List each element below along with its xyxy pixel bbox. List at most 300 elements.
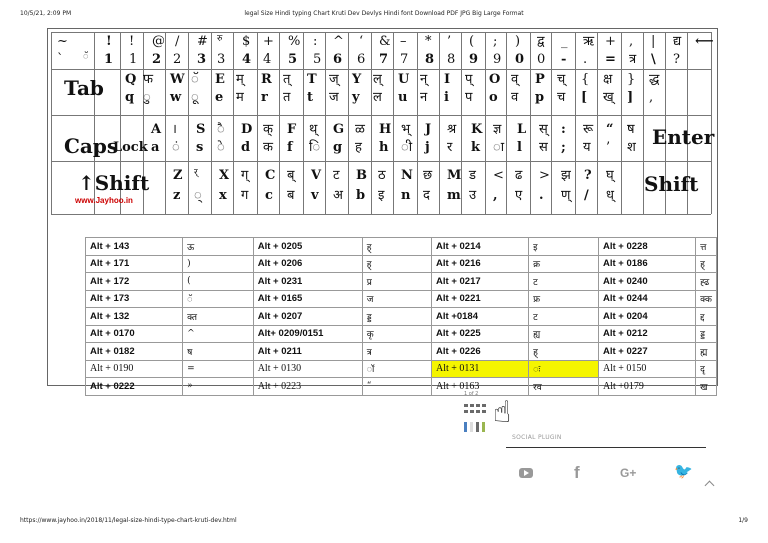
key-glyph: Shift bbox=[644, 172, 699, 196]
key-glyph: ै bbox=[217, 122, 225, 137]
key-glyph: m bbox=[447, 188, 461, 203]
alt-char: ड्ड bbox=[362, 308, 431, 326]
alt-char: ^ bbox=[183, 325, 254, 343]
key-glyph: ? bbox=[584, 168, 592, 183]
alt-char: ज bbox=[362, 290, 431, 308]
google-plus-icon[interactable]: G+ bbox=[620, 466, 637, 480]
key-divider bbox=[233, 32, 234, 214]
key-glyph: झ bbox=[561, 168, 571, 183]
print-url: https://www.jayhoo.in/2018/11/legal-size-hindi-type-chart-kruti-dev.html bbox=[20, 517, 237, 524]
key-glyph: H bbox=[379, 122, 392, 137]
alt-code: Alt + 0170 bbox=[86, 325, 183, 343]
alt-code: Alt + 0131 bbox=[432, 360, 529, 378]
alt-char: ह् bbox=[529, 343, 599, 361]
alt-char: ष bbox=[183, 343, 254, 361]
alt-code: Alt + 0228 bbox=[599, 238, 696, 256]
key-glyph: A bbox=[151, 122, 162, 137]
alt-code: Alt + 0150 bbox=[599, 360, 696, 378]
alt-char: ॉ bbox=[362, 360, 431, 378]
key-glyph: र् bbox=[194, 168, 198, 178]
key-glyph: / bbox=[584, 188, 589, 203]
key-glyph: ऋ bbox=[583, 34, 595, 49]
key-glyph: 8 bbox=[447, 52, 456, 67]
key-glyph: ` bbox=[57, 52, 64, 67]
key-glyph: ठ bbox=[378, 168, 386, 183]
key-glyph: ड bbox=[469, 168, 476, 183]
alt-code: Alt + 0212 bbox=[599, 325, 696, 343]
key-glyph: : bbox=[561, 122, 566, 137]
key-glyph: ग् bbox=[241, 168, 249, 183]
key-glyph: 8 bbox=[425, 52, 435, 67]
alt-code: Alt + 0205 bbox=[253, 238, 362, 256]
key-glyph: J bbox=[425, 122, 432, 137]
key-glyph: ] bbox=[627, 90, 634, 105]
key-glyph: ॅ bbox=[191, 72, 199, 87]
alt-char: फ्र bbox=[529, 290, 599, 308]
key-glyph: , bbox=[493, 188, 498, 203]
key-glyph: भ् bbox=[401, 122, 411, 137]
alt-char: ऊ bbox=[183, 238, 254, 256]
key-glyph: 4 bbox=[263, 52, 272, 67]
key-glyph: ट bbox=[333, 168, 340, 183]
alt-code: Alt +0184 bbox=[432, 308, 529, 326]
key-glyph: ं bbox=[172, 140, 180, 155]
key-glyph: प् bbox=[465, 72, 473, 87]
key-glyph: 9 bbox=[493, 52, 502, 67]
key-glyph: े bbox=[217, 140, 225, 155]
key-glyph: ↑Shift bbox=[78, 171, 150, 195]
key-glyph: श्र bbox=[447, 122, 457, 137]
key-glyph: Z bbox=[173, 168, 183, 183]
key-glyph: ख् bbox=[603, 90, 614, 105]
alt-code: Alt + 171 bbox=[86, 255, 183, 273]
key-glyph: Enter bbox=[652, 125, 715, 149]
key-glyph: ; bbox=[561, 140, 566, 155]
key-glyph: ब bbox=[287, 188, 295, 203]
key-glyph: F bbox=[287, 122, 297, 137]
key-glyph: ए bbox=[515, 188, 523, 203]
alt-code: Alt + 173 bbox=[86, 290, 183, 308]
key-glyph: z bbox=[173, 188, 181, 203]
print-timestamp: 10/5/21, 2:09 PM bbox=[20, 10, 72, 17]
alt-char: ह्म bbox=[696, 343, 717, 361]
alt-code: Alt + 0225 bbox=[432, 325, 529, 343]
key-glyph: E bbox=[215, 72, 225, 87]
alt-code: Alt + 0206 bbox=[253, 255, 362, 273]
key-glyph: ~ bbox=[57, 34, 68, 49]
key-glyph: ढ bbox=[515, 168, 523, 183]
alt-char: प्र bbox=[362, 273, 431, 291]
key-glyph: ू bbox=[191, 90, 199, 105]
alt-char: द्द bbox=[696, 308, 717, 326]
key-glyph: न bbox=[420, 90, 428, 105]
key-glyph: } bbox=[627, 72, 636, 87]
key-glyph: C bbox=[265, 168, 276, 183]
key-glyph: www.Jayhoo.in bbox=[75, 196, 133, 205]
key-glyph: च bbox=[557, 90, 566, 105]
key-glyph: I bbox=[444, 72, 451, 87]
key-glyph: 2 bbox=[152, 52, 162, 67]
key-divider bbox=[551, 32, 552, 214]
alt-code: Alt + 0211 bbox=[253, 343, 362, 361]
key-glyph: त् bbox=[283, 72, 291, 87]
key-glyph: ’ bbox=[606, 140, 611, 155]
key-glyph: श bbox=[627, 140, 636, 155]
key-divider bbox=[303, 32, 304, 214]
key-glyph: # bbox=[197, 34, 208, 49]
key-glyph: ? bbox=[673, 52, 680, 67]
key-glyph: l bbox=[517, 140, 522, 155]
key-glyph: S bbox=[196, 122, 206, 137]
alt-code-row bbox=[86, 360, 717, 378]
alt-char: ह्ढ bbox=[696, 273, 717, 291]
key-glyph: N bbox=[401, 168, 413, 183]
key-glyph: f bbox=[287, 140, 293, 155]
alt-code: Alt + 0217 bbox=[432, 273, 529, 291]
key-glyph: ज bbox=[329, 90, 339, 105]
key-divider bbox=[188, 32, 189, 214]
key-glyph: 5 bbox=[313, 52, 322, 67]
key-glyph: ी bbox=[401, 140, 413, 155]
key-glyph: n bbox=[401, 188, 411, 203]
twitter-icon[interactable]: 🐦 bbox=[674, 463, 693, 480]
key-glyph: D bbox=[241, 122, 253, 137]
key-glyph: r bbox=[261, 90, 268, 105]
key-glyph: d bbox=[241, 140, 251, 155]
key-glyph: ज्ञ bbox=[493, 122, 502, 137]
alt-code-row bbox=[86, 238, 717, 256]
key-divider bbox=[348, 32, 349, 214]
key-divider bbox=[597, 32, 598, 214]
key-glyph: ^ bbox=[333, 34, 344, 49]
key-glyph: Y bbox=[352, 72, 362, 87]
key-glyph: b bbox=[356, 188, 366, 203]
key-glyph: 4 bbox=[242, 52, 252, 67]
key-glyph: e bbox=[215, 90, 224, 105]
key-glyph: य bbox=[583, 140, 591, 155]
alt-code-row bbox=[86, 308, 717, 326]
alt-code: Alt + 172 bbox=[86, 273, 183, 291]
alt-code: Alt + 0186 bbox=[599, 255, 696, 273]
alt-code: Alt + 0204 bbox=[599, 308, 696, 326]
alt-char: ह् bbox=[696, 255, 717, 273]
key-divider bbox=[257, 32, 258, 214]
key-glyph: रू bbox=[583, 122, 594, 137]
key-divider bbox=[439, 32, 440, 214]
key-glyph: s bbox=[196, 140, 204, 155]
alt-char: ड्ड bbox=[696, 325, 717, 343]
pointer-hand-icon: ☝ bbox=[493, 395, 512, 430]
key-glyph: र bbox=[447, 140, 453, 155]
key-glyph: थ् bbox=[309, 122, 318, 137]
key-glyph: [ bbox=[581, 90, 588, 105]
key-glyph: t bbox=[307, 90, 314, 105]
key-glyph: ⟵ bbox=[695, 34, 714, 49]
key-glyph: फ bbox=[143, 72, 154, 87]
key-glyph: ष bbox=[627, 122, 635, 137]
alt-code: Alt + 0163 bbox=[432, 378, 529, 396]
key-glyph: = bbox=[605, 52, 616, 67]
row-divider bbox=[51, 32, 711, 33]
key-glyph: { bbox=[581, 72, 590, 87]
key-glyph: स bbox=[539, 140, 548, 155]
alt-code-row bbox=[86, 290, 717, 308]
keyboard-layout bbox=[51, 32, 715, 214]
key-glyph: म bbox=[236, 90, 244, 105]
print-page-title: legal Size Hindi typing Chart Kruti Dev Devlys Hindi font Download PDF JPG Big Large Format bbox=[244, 10, 524, 17]
scroll-top-chevron-icon[interactable] bbox=[705, 481, 715, 491]
key-glyph: / bbox=[175, 34, 180, 49]
key-divider bbox=[165, 32, 166, 214]
alt-char: ट bbox=[529, 308, 599, 326]
key-glyph: ् bbox=[194, 188, 202, 203]
key-divider bbox=[461, 32, 462, 214]
key-glyph: ु bbox=[143, 90, 151, 105]
key-glyph: . bbox=[583, 52, 588, 67]
row-divider bbox=[51, 69, 711, 70]
alt-code: Alt + 132 bbox=[86, 308, 183, 326]
key-glyph: ळ bbox=[355, 122, 365, 137]
facebook-icon[interactable]: f bbox=[574, 463, 580, 482]
key-glyph: g bbox=[333, 140, 343, 155]
key-glyph: ’ bbox=[447, 34, 452, 49]
key-glyph: 7 bbox=[379, 52, 389, 67]
key-divider bbox=[371, 32, 372, 214]
alt-code: Alt + 0222 bbox=[86, 378, 183, 396]
row-divider bbox=[51, 214, 711, 215]
key-divider bbox=[621, 32, 622, 214]
alt-char: कृ bbox=[362, 325, 431, 343]
key-glyph: छ bbox=[423, 168, 433, 183]
page-indicator: 1 of 2 bbox=[464, 391, 479, 397]
key-glyph: a bbox=[151, 140, 160, 155]
key-glyph: त्र bbox=[629, 52, 637, 67]
key-glyph: “ bbox=[606, 122, 614, 137]
key-glyph: 7 bbox=[400, 52, 409, 67]
key-glyph: @ bbox=[152, 34, 165, 49]
key-glyph: ण् bbox=[561, 188, 571, 203]
alt-char: ( bbox=[183, 273, 254, 291]
alt-char: ) bbox=[183, 255, 254, 273]
alt-code: Alt + 0214 bbox=[432, 238, 529, 256]
key-glyph: 1 bbox=[104, 52, 114, 67]
key-glyph: व् bbox=[511, 72, 519, 87]
key-glyph: & bbox=[379, 34, 391, 49]
key-glyph: ि bbox=[309, 140, 321, 155]
key-glyph: i bbox=[444, 90, 449, 105]
key-glyph: क bbox=[263, 140, 273, 155]
key-glyph: $ bbox=[242, 34, 251, 49]
key-glyph: ॅ bbox=[83, 52, 89, 62]
alt-code: Alt + 0223 bbox=[253, 378, 362, 396]
key-glyph: ‘ bbox=[359, 34, 364, 49]
key-glyph: स् bbox=[539, 122, 548, 137]
key-glyph: 2 bbox=[173, 52, 182, 67]
key-glyph: G bbox=[333, 122, 345, 137]
key-glyph: | bbox=[651, 34, 656, 49]
key-glyph: ल bbox=[373, 90, 382, 105]
alt-code: Alt + 0227 bbox=[599, 343, 696, 361]
key-glyph: क्ष bbox=[603, 72, 613, 87]
key-glyph: न् bbox=[420, 72, 428, 87]
key-glyph: X bbox=[219, 168, 230, 183]
key-glyph: – bbox=[400, 34, 407, 49]
alt-code-row bbox=[86, 255, 717, 273]
key-glyph: \ bbox=[651, 52, 656, 67]
social-divider bbox=[506, 447, 706, 448]
key-glyph: 1 bbox=[129, 52, 138, 67]
key-glyph: ; bbox=[493, 34, 498, 49]
key-glyph: द्व bbox=[537, 34, 545, 49]
alt-char: ह् bbox=[362, 238, 431, 256]
key-glyph: q bbox=[125, 90, 135, 105]
alt-code-row bbox=[86, 273, 717, 291]
row-divider bbox=[51, 115, 711, 116]
key-glyph: Q bbox=[125, 72, 137, 87]
key-glyph: Lock bbox=[113, 140, 148, 155]
alt-code: Alt + 0190 bbox=[86, 360, 183, 378]
alt-char: ह्य bbox=[529, 325, 599, 343]
key-glyph: W bbox=[170, 72, 185, 87]
key-glyph: h bbox=[379, 140, 389, 155]
alt-char: ॅ bbox=[183, 290, 254, 308]
key-glyph: 0 bbox=[537, 52, 546, 67]
key-glyph: 9 bbox=[469, 52, 479, 67]
alt-char: त्त bbox=[696, 238, 717, 256]
key-glyph: ग bbox=[241, 188, 249, 203]
key-glyph: 3 bbox=[217, 52, 226, 67]
key-glyph: T bbox=[307, 72, 317, 87]
key-divider bbox=[393, 32, 394, 214]
alt-code: Alt + 0216 bbox=[432, 255, 529, 273]
key-glyph: _ bbox=[561, 34, 568, 49]
key-glyph: । bbox=[172, 122, 177, 137]
key-divider bbox=[211, 32, 212, 214]
key-glyph: इ bbox=[378, 188, 385, 203]
key-divider bbox=[485, 32, 486, 214]
key-glyph: 5 bbox=[288, 52, 298, 67]
alt-code: Alt + 143 bbox=[86, 238, 183, 256]
alt-code: Alt + 0226 bbox=[432, 343, 529, 361]
key-glyph: 6 bbox=[357, 52, 366, 67]
key-glyph: P bbox=[535, 72, 545, 87]
key-glyph: - bbox=[561, 52, 567, 67]
key-glyph: च् bbox=[557, 72, 566, 87]
alt-code-row bbox=[86, 343, 717, 361]
key-glyph: < bbox=[493, 168, 504, 183]
alt-char: क्त bbox=[183, 308, 254, 326]
key-glyph: , bbox=[649, 90, 654, 105]
key-glyph: O bbox=[489, 72, 501, 87]
alt-char: दृ bbox=[696, 360, 717, 378]
alt-char: ख bbox=[696, 378, 717, 396]
key-glyph: U bbox=[398, 72, 410, 87]
key-glyph: ध् bbox=[606, 188, 614, 203]
key-glyph: L bbox=[517, 122, 527, 137]
key-glyph: ) bbox=[515, 34, 521, 49]
key-divider bbox=[530, 32, 531, 214]
key-glyph: K bbox=[471, 122, 483, 137]
key-divider bbox=[506, 32, 507, 214]
alt-char: इ bbox=[529, 238, 599, 256]
key-glyph: v bbox=[311, 188, 319, 203]
key-glyph: + bbox=[263, 34, 274, 49]
print-page-count: 1/9 bbox=[738, 517, 748, 524]
key-glyph: ज् bbox=[329, 72, 339, 87]
key-glyph: अ bbox=[333, 188, 343, 203]
key-divider bbox=[325, 32, 326, 214]
alt-char: क्क bbox=[696, 290, 717, 308]
alt-char: त्र bbox=[362, 343, 431, 361]
key-glyph: % bbox=[288, 34, 301, 49]
alt-code: Alt + 0231 bbox=[253, 273, 362, 291]
key-glyph: y bbox=[352, 90, 360, 105]
alt-code-row bbox=[86, 325, 717, 343]
youtube-icon[interactable] bbox=[519, 468, 533, 478]
alt-code: Alt + 0207 bbox=[253, 308, 362, 326]
key-glyph: * bbox=[425, 34, 432, 49]
alt-char: = bbox=[183, 360, 254, 378]
alt-code: Alt +0179 bbox=[599, 378, 696, 396]
key-glyph: द bbox=[423, 188, 430, 203]
key-divider bbox=[711, 32, 712, 214]
social-plugin-heading: SOCIAL PLUGIN bbox=[512, 434, 562, 441]
page-thumbnail[interactable] bbox=[460, 402, 490, 436]
key-glyph: म् bbox=[236, 72, 244, 87]
key-divider bbox=[51, 32, 52, 214]
alt-char: “ bbox=[362, 378, 431, 396]
alt-code-table bbox=[85, 237, 717, 396]
key-glyph: ा bbox=[493, 140, 505, 155]
alt-code: Alt + 0221 bbox=[432, 290, 529, 308]
key-glyph: Tab bbox=[64, 76, 104, 100]
key-glyph: Caps bbox=[64, 134, 119, 158]
key-glyph: w bbox=[170, 90, 182, 105]
key-glyph: > bbox=[539, 168, 550, 183]
key-glyph: द्ध bbox=[649, 72, 660, 87]
key-divider bbox=[279, 32, 280, 214]
key-glyph: p bbox=[535, 90, 545, 105]
key-glyph: व bbox=[511, 90, 519, 105]
key-glyph: M bbox=[447, 168, 462, 183]
key-glyph: V bbox=[311, 168, 322, 183]
alt-code: Alt + 0182 bbox=[86, 343, 183, 361]
alt-char: ह् bbox=[362, 255, 431, 273]
key-glyph: क् bbox=[263, 122, 273, 137]
key-glyph: o bbox=[489, 90, 498, 105]
key-glyph: . bbox=[539, 188, 544, 203]
key-glyph: ! bbox=[129, 34, 135, 49]
key-glyph: , bbox=[629, 34, 634, 49]
key-glyph: ल् bbox=[373, 72, 382, 87]
alt-char: क्र bbox=[529, 255, 599, 273]
alt-code: Alt + 0130 bbox=[253, 360, 362, 378]
key-glyph: ब् bbox=[287, 168, 295, 183]
key-glyph: घ् bbox=[606, 168, 614, 183]
key-glyph: + bbox=[605, 34, 616, 49]
key-glyph: j bbox=[425, 140, 430, 155]
key-glyph: द्य bbox=[673, 34, 682, 49]
key-glyph: उ bbox=[469, 188, 477, 203]
alt-code-row bbox=[86, 378, 717, 396]
alt-char: » bbox=[183, 378, 254, 396]
key-glyph: प bbox=[465, 90, 473, 105]
key-divider bbox=[417, 32, 418, 214]
typing-chart-sheet bbox=[47, 28, 718, 393]
key-glyph: c bbox=[265, 188, 273, 203]
key-glyph: 0 bbox=[515, 52, 525, 67]
row-divider bbox=[51, 161, 711, 162]
